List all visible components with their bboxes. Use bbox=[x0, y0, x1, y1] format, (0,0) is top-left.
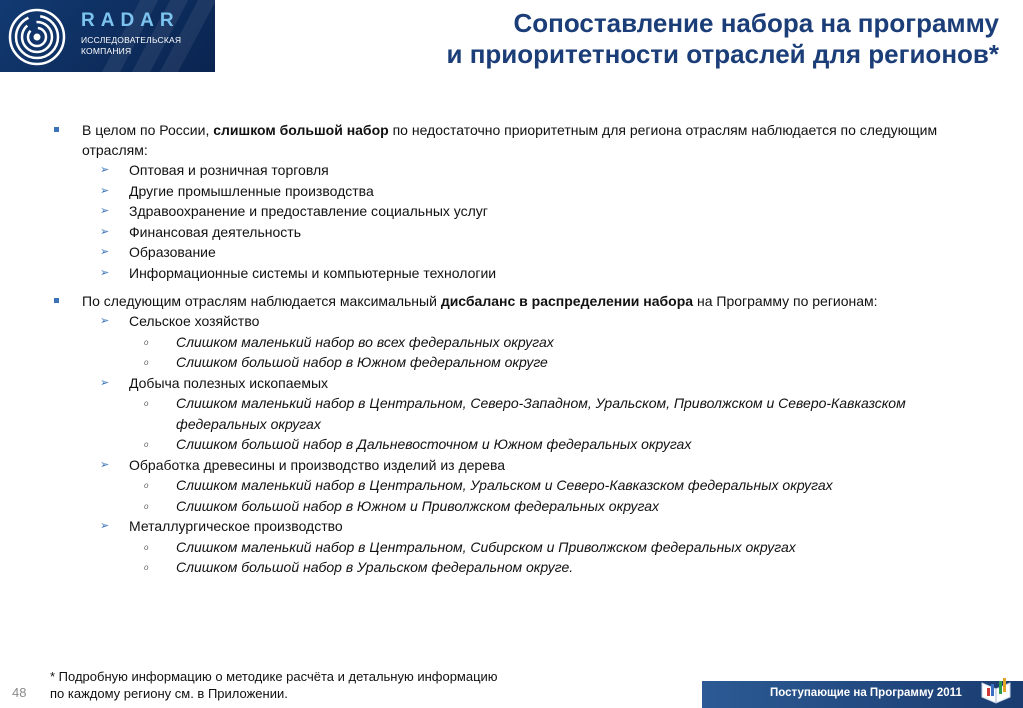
note-text: Слишком большой набор в Южном федеральном округе bbox=[176, 354, 548, 370]
note-text: Слишком маленький набор в Центральном, Уральском и Северо-Кавказском федеральных округах bbox=[176, 477, 833, 493]
industry-item bbox=[54, 373, 984, 394]
list-item bbox=[54, 181, 984, 202]
industry-item bbox=[54, 455, 984, 476]
arrow-bullet-icon: ➢ bbox=[100, 458, 110, 471]
square-bullet-icon bbox=[54, 127, 59, 132]
section1-intro-after: по недостаточно приоритетным для региона отраслям наблюдается по следующим отраслям: bbox=[82, 122, 938, 158]
note-text: Слишком большой набор в Дальневосточном и Южном федеральных округах bbox=[176, 436, 692, 452]
note-text: Слишком маленький набор в Центральном, Северо-Западном, Уральском, Приволжском и Северо-Кавказском федеральных округах bbox=[176, 395, 906, 432]
logo-subtitle-line1: ИССЛЕДОВАТЕЛЬСКАЯ bbox=[81, 35, 182, 45]
industry-name: Металлургическое производство bbox=[129, 518, 343, 534]
arrow-bullet-icon: ➢ bbox=[100, 520, 110, 532]
book-chart-icon bbox=[979, 675, 1013, 707]
footer-bar-text: Поступающие на Программу 2011 bbox=[770, 687, 962, 699]
list-item-text: Здравоохранение и предоставление социальных услуг bbox=[129, 203, 488, 219]
section2-bullet bbox=[54, 291, 984, 311]
title-line1: Сопоставление набора на программу bbox=[513, 8, 999, 38]
list-item bbox=[54, 222, 984, 243]
square-bullet-icon bbox=[54, 298, 59, 303]
note-item bbox=[54, 393, 984, 434]
list-item bbox=[54, 242, 984, 263]
circle-bullet-icon: o bbox=[144, 399, 149, 408]
arrow-bullet-icon: ➢ bbox=[100, 164, 110, 176]
section2-list bbox=[54, 311, 984, 578]
section1-bullet bbox=[54, 120, 984, 160]
circle-bullet-icon: o bbox=[144, 481, 149, 490]
arrow-bullet-icon: ➢ bbox=[100, 225, 110, 238]
list-item bbox=[54, 160, 984, 181]
list-item bbox=[54, 201, 984, 222]
industry-name: Обработка древесины и производство изделий из дерева bbox=[129, 456, 506, 473]
title-line2: и приоритетности отраслей для регионов* bbox=[446, 39, 999, 69]
note-item bbox=[54, 496, 984, 517]
page-title bbox=[359, 8, 999, 70]
logo-wordmark: RADAR bbox=[81, 10, 180, 31]
list-item-text: Другие промышленные производства bbox=[129, 182, 374, 199]
section1-intro-bold: слишком большой набор bbox=[213, 122, 389, 138]
arrow-bullet-icon: ➢ bbox=[100, 315, 110, 327]
logo-subtitle-line2: КОМПАНИЯ bbox=[81, 46, 132, 56]
footnote bbox=[50, 668, 498, 702]
circle-bullet-icon: o bbox=[144, 542, 149, 552]
list-item-text: Оптовая и розничная торговля bbox=[129, 162, 329, 178]
circle-bullet-icon: o bbox=[144, 358, 149, 367]
arrow-bullet-icon: ➢ bbox=[100, 266, 110, 279]
note-text: Слишком большой набор в Уральском федеральном округе. bbox=[176, 559, 574, 575]
note-text: Слишком маленький набор в Центральном, Сибирском и Приволжском федеральных округах bbox=[176, 538, 796, 555]
section1-intro-before: В целом по России, bbox=[82, 122, 214, 138]
footer-bar bbox=[702, 681, 1023, 708]
note-item bbox=[54, 557, 984, 578]
section2-intro-after: на Программу по регионам: bbox=[693, 293, 878, 309]
footnote-line2: по каждому региону см. в Приложении. bbox=[50, 686, 288, 701]
note-item bbox=[54, 475, 984, 496]
industry-item bbox=[54, 311, 984, 332]
section1-list bbox=[54, 160, 984, 283]
arrow-bullet-icon: ➢ bbox=[100, 246, 110, 258]
note-item bbox=[54, 434, 984, 455]
footnote-line1: * Подробную информацию о методике расчёта и детальную информацию bbox=[50, 669, 498, 684]
arrow-bullet-icon: ➢ bbox=[100, 376, 110, 389]
industry-name: Сельское хозяйство bbox=[129, 313, 260, 329]
list-item-text: Информационные системы и компьютерные технологии bbox=[129, 264, 497, 281]
slide-content bbox=[54, 120, 984, 578]
circle-bullet-icon: o bbox=[144, 563, 149, 572]
circle-bullet-icon: o bbox=[144, 440, 149, 449]
list-item-text: Образование bbox=[129, 244, 216, 260]
note-item bbox=[54, 332, 984, 353]
circle-bullet-icon: o bbox=[144, 337, 149, 347]
note-text: Слишком большой набор в Южном и Приволжском федеральных округах bbox=[176, 497, 660, 514]
list-item-text: Финансовая деятельность bbox=[129, 223, 301, 240]
section2-intro-before: По следующим отраслям наблюдается максимальный bbox=[82, 293, 441, 309]
page-number: 48 bbox=[12, 685, 27, 700]
industry-name: Добыча полезных ископаемых bbox=[129, 374, 329, 391]
note-item bbox=[54, 352, 984, 373]
note-text: Слишком маленький набор во всех федеральных округах bbox=[176, 333, 554, 350]
circle-bullet-icon: o bbox=[144, 501, 149, 511]
arrow-bullet-icon: ➢ bbox=[100, 205, 110, 217]
note-item bbox=[54, 537, 984, 558]
industry-item bbox=[54, 516, 984, 537]
logo-block bbox=[0, 0, 215, 72]
radar-logo-icon bbox=[8, 8, 66, 66]
arrow-bullet-icon: ➢ bbox=[100, 184, 110, 197]
logo-subtitle bbox=[81, 35, 181, 57]
list-item bbox=[54, 263, 984, 284]
section2-intro-bold: дисбаланс в распределении набора bbox=[440, 293, 694, 309]
